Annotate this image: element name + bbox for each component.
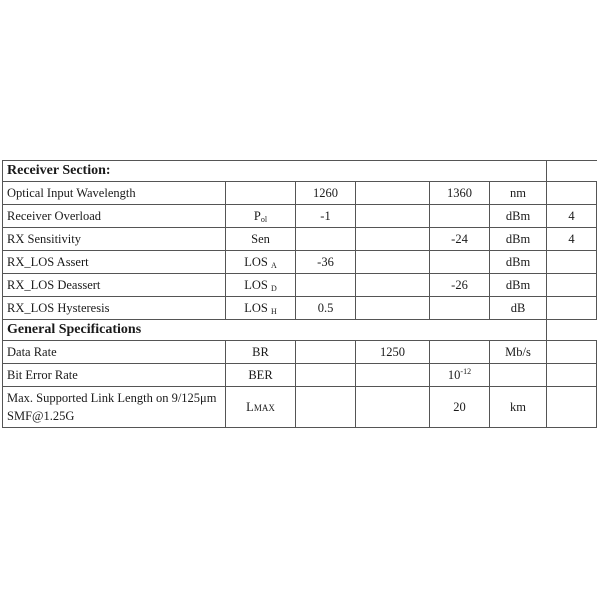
note-cell	[547, 387, 597, 428]
typ-cell	[356, 364, 430, 387]
spec-table	[2, 160, 597, 428]
typ-cell	[356, 205, 430, 228]
symbol-subscript: MAX	[253, 402, 275, 413]
table-row	[3, 205, 597, 228]
symbol-base: L	[246, 399, 254, 414]
table-row	[3, 182, 597, 205]
symbol-base: P	[253, 208, 261, 223]
table-row	[3, 251, 597, 274]
section-header-spacer	[547, 161, 597, 182]
max-cell	[430, 251, 490, 274]
table-row	[3, 228, 597, 251]
unit-cell	[490, 364, 547, 387]
min-cell	[296, 387, 356, 428]
max-cell	[430, 205, 490, 228]
table-row	[3, 297, 597, 320]
min-cell	[296, 364, 356, 387]
section-header-row	[3, 320, 597, 341]
unit-cell: dBm	[490, 205, 547, 228]
note-cell	[547, 297, 597, 320]
symbol-subscript: H	[270, 306, 277, 316]
note-cell: 4	[547, 228, 597, 251]
symbol-base: LOS	[244, 277, 268, 292]
symbol-cell: BR	[226, 341, 296, 364]
symbol-subscript: D	[270, 283, 277, 293]
section-header-spacer	[547, 320, 597, 341]
param-cell: RX_LOS Hysteresis	[3, 297, 226, 320]
param-cell: Max. Supported Link Length on 9/125μm SMF@1.25G	[3, 387, 226, 428]
unit-cell: dBm	[490, 274, 547, 297]
min-cell: 1260	[296, 182, 356, 205]
note-cell	[547, 251, 597, 274]
unit-cell: dBm	[490, 228, 547, 251]
min-cell: -36	[296, 251, 356, 274]
max-cell	[430, 364, 490, 387]
max-cell: 20	[430, 387, 490, 428]
table-row	[3, 364, 597, 387]
symbol-cell	[226, 182, 296, 205]
max-exponent: -12	[460, 367, 472, 376]
section-title: General Specifications	[3, 320, 547, 341]
symbol-subscript: A	[270, 260, 277, 270]
symbol-cell	[226, 251, 296, 274]
max-base: 10	[447, 368, 461, 382]
symbol-base: LOS	[244, 300, 268, 315]
symbol-subscript: ol	[260, 214, 268, 224]
section-title: Receiver Section:	[3, 161, 547, 182]
unit-cell: dBm	[490, 251, 547, 274]
max-cell	[430, 297, 490, 320]
param-cell: Receiver Overload	[3, 205, 226, 228]
typ-cell	[356, 274, 430, 297]
table-row	[3, 387, 597, 428]
symbol-cell	[226, 387, 296, 428]
param-cell: RX Sensitivity	[3, 228, 226, 251]
min-cell: 0.5	[296, 297, 356, 320]
typ-cell	[356, 182, 430, 205]
min-cell	[296, 341, 356, 364]
unit-cell: km	[490, 387, 547, 428]
typ-cell	[356, 251, 430, 274]
max-cell	[430, 341, 490, 364]
symbol-cell	[226, 274, 296, 297]
typ-cell	[356, 297, 430, 320]
unit-cell: dB	[490, 297, 547, 320]
param-cell: RX_LOS Deassert	[3, 274, 226, 297]
typ-cell	[356, 228, 430, 251]
max-cell: -24	[430, 228, 490, 251]
note-cell	[547, 182, 597, 205]
min-cell	[296, 228, 356, 251]
max-cell: 1360	[430, 182, 490, 205]
table-row	[3, 274, 597, 297]
symbol-cell	[226, 205, 296, 228]
section-header-row	[3, 161, 597, 182]
param-cell: Optical Input Wavelength	[3, 182, 226, 205]
param-cell: Data Rate	[3, 341, 226, 364]
max-cell: -26	[430, 274, 490, 297]
note-cell	[547, 364, 597, 387]
param-cell: RX_LOS Assert	[3, 251, 226, 274]
symbol-cell: Sen	[226, 228, 296, 251]
note-cell: 4	[547, 205, 597, 228]
min-cell: -1	[296, 205, 356, 228]
symbol-cell: BER	[226, 364, 296, 387]
table-row	[3, 341, 597, 364]
symbol-base: LOS	[244, 254, 268, 269]
unit-cell: Mb/s	[490, 341, 547, 364]
typ-cell: 1250	[356, 341, 430, 364]
note-cell	[547, 274, 597, 297]
min-cell	[296, 274, 356, 297]
param-cell: Bit Error Rate	[3, 364, 226, 387]
typ-cell	[356, 387, 430, 428]
symbol-cell	[226, 297, 296, 320]
unit-cell: nm	[490, 182, 547, 205]
note-cell	[547, 341, 597, 364]
